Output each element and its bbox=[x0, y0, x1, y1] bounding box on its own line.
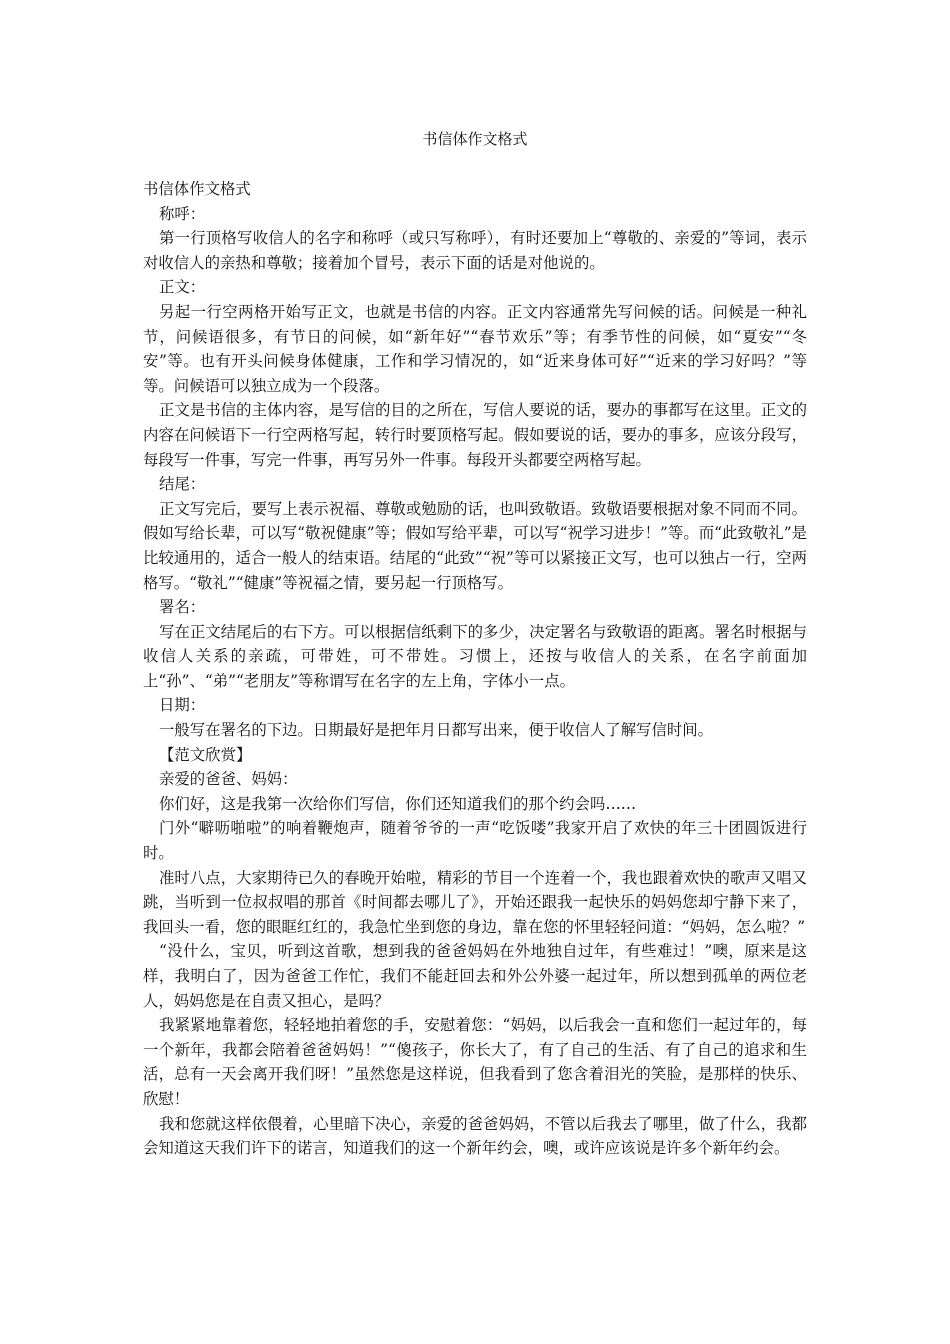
paragraph: 另起一行空两格开始写正文，也就是书信的内容。正文内容通常先写问候的话。问候是一种礼节，问候语很多，有节日的问候，如“新年好”“春节欢乐”等；有季节性的问候，如“夏安”“冬安”等。也有开头问候身体健康，工作和学习情况的，如“近来身体可好”“近来的学习好吗？”等等。问候语可以独立成为一个段落。 bbox=[143, 302, 807, 395]
letter-paragraph: 准时八点，大家期待已久的春晚开始啦，精彩的节目一个连着一个，我也跟着欢快的歌声又唱又跳，当听到一位叔叔唱的那首《时间都去哪儿了》，开始还跟我一起快乐的妈妈您却宁静下来了，我回头一看，您的眼眶红红的，我急忙坐到您的身边，靠在您的怀里轻轻问道：“妈妈，怎么啦？” bbox=[143, 868, 807, 936]
paragraph: 正文写完后，要写上表示祝福、尊敬或勉励的话，也叫致敬语。致敬语要根据对象不同而不同。假如写给长辈，可以写“敬祝健康”等；假如写给平辈，可以写“祝学习进步！”等。而“此致敬礼”是比较通用的，适合一般人的结束语。结尾的“此致”“祝”等可以紧接正文写，也可以独占一行，空两格写。“敬礼”“健康”等祝福之情，要另起一行顶格写。 bbox=[143, 499, 807, 592]
letter-paragraph: “没什么，宝贝，听到这首歌，想到我的爸爸妈妈在外地独自过年，有些难过！”噢，原来是这样，我明白了，因为爸爸工作忙，我们不能赶回去和外公外婆一起过年，所以想到孤单的两位老人，妈妈您是在自责又担心，是吗？ bbox=[143, 942, 807, 1010]
paragraph: 正文是书信的主体内容，是写信的目的之所在，写信人要说的话，要办的事都写在这里。正文的内容在问候语下一行空两格写起，转行时要顶格写起。假如要说的话，要办的事多，应该分段写，每段写一件事，写完一件事，再写另外一件事。每段开头都要空两格写起。 bbox=[143, 401, 807, 469]
label-signature: 署名： bbox=[159, 598, 206, 617]
letter-paragraph: 我和您就这样依偎着，心里暗下决心，亲爱的爸爸妈妈，不管以后我去了哪里，做了什么，我都会知道这天我们许下的诺言，知道我们的这一个新年约会，噢，或许应该说是许多个新年约会。 bbox=[143, 1114, 807, 1158]
letter-paragraph: 你们好，这是我第一次给你们写信，你们还知道我们的那个约会吗…… bbox=[159, 794, 637, 813]
label-ending: 结尾： bbox=[159, 475, 206, 494]
paragraph: 一般写在署名的下边。日期最好是把年月日都写出来，便于收信人了解写信时间。 bbox=[159, 721, 714, 740]
document-title: 书信体作文格式 bbox=[422, 130, 528, 148]
letter-paragraph: 我紧紧地靠着您，轻轻地拍着您的手，安慰着您：“妈妈，以后我会一直和您们一起过年的，每一个新年，我都会陪着爸爸妈妈！”“傻孩子，你长大了，有了自己的生活、有了自己的追求和生活，总有一天会离开我们呀！”虽然您是这样说，但我看到了您含着泪光的笑脸，是那样的快乐、欣慰！ bbox=[143, 1016, 807, 1108]
sample-heading: 【范文欣赏】 bbox=[159, 745, 252, 764]
paragraph: 写在正文结尾后的右下方。可以根据信纸剩下的多少，决定署名与致敬语的距离。署名时根据与收信人关系的亲疏，可带姓，可不带姓。习惯上，还按与收信人的关系，在名字前面加上“孙”、“弟”“老朋友”等称谓写在名字的左上角，字体小一点。 bbox=[143, 622, 807, 690]
label-body: 正文： bbox=[159, 278, 206, 297]
paragraph: 第一行顶格写收信人的名字和称呼（或只写称呼），有时还要加上“尊敬的、亲爱的”等词，表示对收信人的亲热和尊敬；接着加个冒号，表示下面的话是对他说的。 bbox=[143, 229, 807, 272]
label-date: 日期： bbox=[159, 696, 206, 715]
label-salutation: 称呼： bbox=[159, 204, 206, 223]
letter-paragraph: 门外“噼呖啪啦”的响着鞭炮声，随着爷爷的一声“吃饭喽”我家开启了欢快的年三十团圆饭进行时。 bbox=[143, 819, 807, 863]
letter-salutation: 亲爱的爸爸、妈妈： bbox=[159, 770, 298, 789]
document-body bbox=[143, 177, 807, 1161]
section-heading: 书信体作文格式 bbox=[143, 180, 251, 198]
